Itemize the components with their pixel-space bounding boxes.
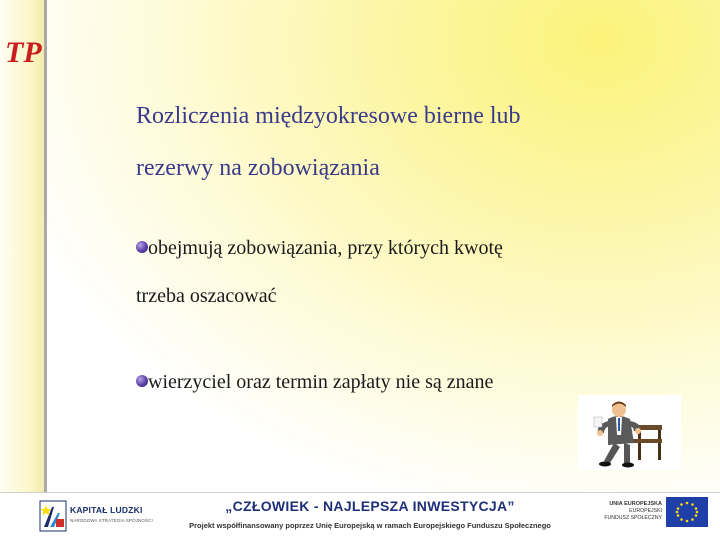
bullet-2-line-1: wierzyciel oraz termin zapłaty nie są znane: [148, 371, 494, 393]
bullet-dot-icon: [136, 375, 148, 387]
title-line-1: Rozliczenia międzyokresowe bierne lub: [136, 103, 521, 129]
tp-logo-text: TP: [5, 36, 42, 69]
eu-line-2: EUROPEJSKI: [629, 508, 662, 514]
bullet-item-1: [136, 224, 606, 320]
eu-line-3: FUNDUSZ SPOŁECZNY: [604, 515, 662, 521]
businessman-clipart-icon: [578, 395, 681, 470]
title-line-2: rezerwy na zobowiązania: [136, 155, 380, 181]
eu-flag-icon: [666, 497, 708, 527]
kapital-ludzki-subtitle: NARODOWA STRATEGIA SPÓJNOŚCI: [70, 518, 153, 523]
kapital-ludzki-logo-icon: [38, 499, 68, 533]
footer-bar: [0, 492, 720, 541]
eu-line-1: UNIA EUROPEJSKA: [609, 501, 662, 507]
footer-project-text: Projekt współfinansowany poprzez Unię Europejską w ramach Europejskiego Funduszu Społecznego: [189, 521, 551, 530]
bullet-dot-icon: [136, 241, 148, 253]
bullet-1-line-2: trzeba oszacować: [136, 285, 277, 307]
bullet-1-line-1: obejmują zobowiązania, przy których kwotę: [148, 237, 503, 259]
eu-fund-text: [598, 501, 662, 522]
bullet-item-2: [136, 358, 606, 406]
footer-slogan: „CZŁOWIEK - NAJLEPSZA INWESTYCJA”: [225, 498, 515, 514]
left-sidebar-bar: [0, 0, 47, 492]
kapital-ludzki-title: KAPITAŁ LUDZKI: [70, 505, 143, 515]
tp-logo-icon: [2, 34, 46, 70]
slide-title: [136, 90, 656, 194]
